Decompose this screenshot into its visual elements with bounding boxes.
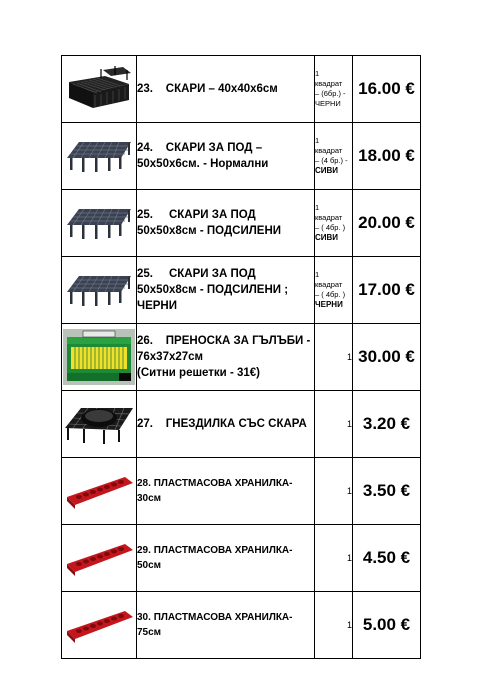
- quantity-cell: 1: [315, 592, 353, 659]
- product-image-cell: [62, 458, 137, 525]
- red-feeder-image: [63, 538, 135, 578]
- nest-bowl-grid-image: [63, 398, 135, 450]
- pigeon-carrier-image: [63, 329, 135, 385]
- table-row: [62, 324, 421, 391]
- product-image-cell: [62, 391, 137, 458]
- quantity-cell: 1: [315, 324, 353, 391]
- quantity-cell: 1 квадрат – ( 4бр. ) СИВИ: [315, 190, 353, 257]
- price-value: 16.00 €: [353, 56, 421, 123]
- product-image-cell: [62, 525, 137, 592]
- product-name: 27. ГНЕЗДИЛКА СЪС СКАРА: [137, 391, 315, 458]
- grey-floor-grid-image: [65, 134, 133, 178]
- product-image-cell: [62, 123, 137, 190]
- price-table: [61, 55, 421, 659]
- table-row: [62, 123, 421, 190]
- product-image-cell: [62, 56, 137, 123]
- product-name: 30. ПЛАСТМАСОВА ХРАНИЛКА- 75см: [137, 592, 315, 659]
- price-value: 4.50 €: [353, 525, 421, 592]
- table-row: [62, 56, 421, 123]
- product-name: 28. ПЛАСТМАСОВА ХРАНИЛКА- 30см: [137, 458, 315, 525]
- product-image-cell: [62, 324, 137, 391]
- product-name: 26. ПРЕНОСКА ЗА ГЪЛЪБИ - 76х37х27см (Ситни решетки - 31€): [137, 324, 315, 391]
- quantity-cell: 1 квадрат – ( 4бр. ) ЧЕРНИ: [315, 257, 353, 324]
- product-name: 29. ПЛАСТМАСОВА ХРАНИЛКА- 50см: [137, 525, 315, 592]
- table-row: [62, 525, 421, 592]
- table-row: [62, 458, 421, 525]
- price-value: 30.00 €: [353, 324, 421, 391]
- product-name: 25. СКАРИ ЗА ПОД 50х50х8см - ПОДСИЛЕНИ: [137, 190, 315, 257]
- price-value: 20.00 €: [353, 190, 421, 257]
- price-value: 3.50 €: [353, 458, 421, 525]
- price-value: 3.20 €: [353, 391, 421, 458]
- quantity-cell: 1 квадрат – (4 бр.) - СИВИ: [315, 123, 353, 190]
- table-row: [62, 190, 421, 257]
- red-feeder-image: [63, 605, 135, 645]
- quantity-cell: 1 квадрат – (6бр.) - ЧЕРНИ: [315, 56, 353, 123]
- price-value: 5.00 €: [353, 592, 421, 659]
- table-row: [62, 391, 421, 458]
- product-image-cell: [62, 257, 137, 324]
- table-row: [62, 592, 421, 659]
- price-value: 17.00 €: [353, 257, 421, 324]
- product-name: 24. СКАРИ ЗА ПОД – 50х50х6см. - Нормални: [137, 123, 315, 190]
- price-value: 18.00 €: [353, 123, 421, 190]
- grey-floor-grid-image: [65, 268, 133, 312]
- product-image-cell: [62, 190, 137, 257]
- grey-floor-grid-image: [65, 201, 133, 245]
- red-feeder-image: [63, 471, 135, 511]
- quantity-cell: 1: [315, 391, 353, 458]
- black-grid-trays-image: [65, 64, 133, 114]
- product-name: 23. СКАРИ – 40х40х6см: [137, 56, 315, 123]
- quantity-cell: 1: [315, 525, 353, 592]
- table-row: [62, 257, 421, 324]
- product-image-cell: [62, 592, 137, 659]
- quantity-cell: 1: [315, 458, 353, 525]
- product-name: 25. СКАРИ ЗА ПОД 50х50х8см - ПОДСИЛЕНИ ; ЧЕРНИ: [137, 257, 315, 324]
